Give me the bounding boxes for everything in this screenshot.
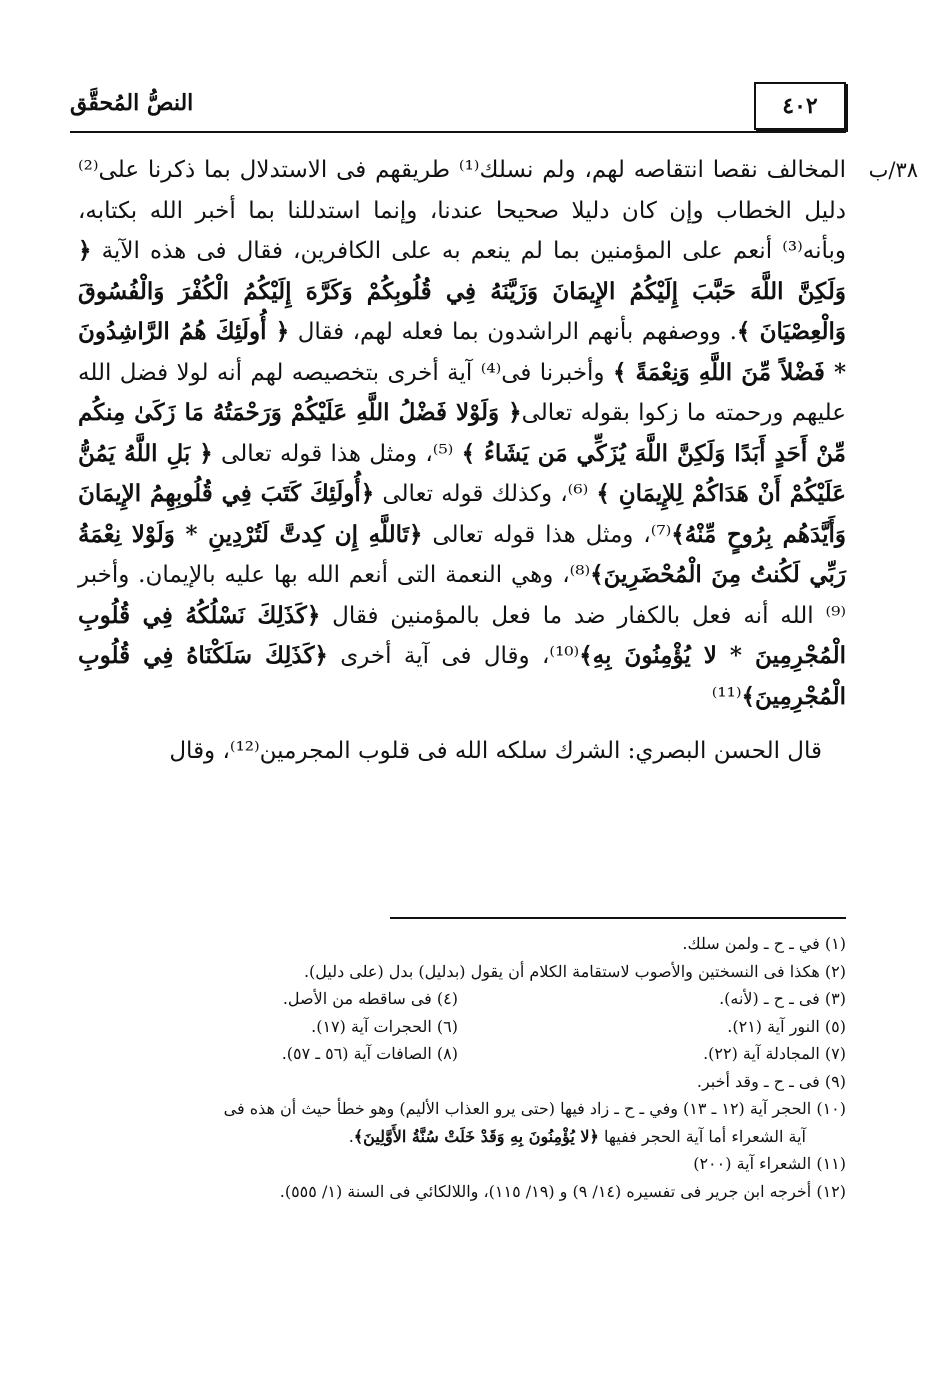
text-span: . bbox=[348, 1126, 354, 1146]
quran-verse: ﴿لا يُؤْمِنُونَ بِهِ وَقَدْ خَلَتْ سُنَّةُ الأَوَّلِينَ﴾ bbox=[353, 1126, 599, 1146]
header-rule bbox=[70, 131, 846, 133]
footnote-row bbox=[70, 1013, 846, 1041]
text-span: ⁽¹⁰⁾، وقال فى آية أخرى bbox=[327, 643, 580, 669]
footnote-9: (٩) فى ـ ح ـ وقد أخبر. bbox=[696, 1071, 846, 1091]
page-header bbox=[70, 82, 846, 130]
quran-verse: ﴿ أُولَئِكَ هُمُ الرَّاشِدُونَ * فَضْلاً مِّنَ اللَّهِ وَنِعْمَةً ﴾ bbox=[78, 318, 846, 386]
text-span: ⁽⁷⁾، ومثل هذا قوله تعالى bbox=[422, 521, 672, 548]
footnote-2: (٢) هكذا فى النسختين والأصوب لاستقامة الكلام أن يقول (بدليل) بدل (على دليل). bbox=[303, 961, 846, 981]
quran-verse: ﴿ وَلَوْلا فَضْلُ اللَّهِ عَلَيْكُمْ وَرَحْمَتُهُ مَا زَكَىٰ مِنكُم مِّنْ أَحَدٍ أَبَدًا وَلَكِنَّ اللَّهَ يُزَكِّي مَن يَشَاءُ ﴾ bbox=[78, 399, 846, 467]
footnote-5: (٥) النور آية (٢١). bbox=[727, 1016, 846, 1036]
text-span: وأخبرنا فى⁽⁴⁾ آية أخرى بتخصيصه لهم أنه لولا فضل الله عليهم ورحمته ما زكوا بقوله تعالى bbox=[78, 359, 846, 426]
footnote-8: (٨) الصافات آية (٥٦ ـ ٥٧). bbox=[281, 1044, 458, 1063]
footnote-rule bbox=[390, 917, 846, 919]
footnote-row bbox=[70, 985, 846, 1013]
text-span: . ووصفهم بأنهم الراشدون بما فعله لهم، فقال bbox=[289, 319, 737, 345]
text-span: ⁽⁶⁾، وكذلك قوله تعالى bbox=[374, 481, 597, 507]
quran-verse: ﴿كَذَلِكَ سَلَكْنَاهُ فِي قُلُوبِ الْمُجْرِمِينَ﴾ bbox=[78, 642, 846, 710]
text-span: ⁽⁸⁾، وهي النعمة التى أنعم الله بها عليه بالإيمان. وأخبر ⁽⁹⁾ الله أنه فعل بالكفار ضد ما فعل بالمؤمنين فقال bbox=[78, 562, 846, 629]
footnote-1: (١) في ـ ح ـ ولمن سلك. bbox=[682, 934, 846, 953]
text-span: المخالف نقصا انتقاصه لهم، ولم نسلك⁽¹⁾ طريقهم فى الاستدلال بما ذكرنا على⁽²⁾ دليل الخطاب وإن كان دليلا صحيحا عندنا، وإنما استدللنا بما أخبر الله بكتابه، وبأنه⁽³⁾ أنعم على المؤمنين بما لم ينعم به على الكافرين، فقال فى هذه الآية bbox=[78, 157, 846, 264]
text-span: ⁽¹¹⁾ bbox=[711, 683, 742, 710]
footnote-7: (٧) المجادلة آية (٢٢). bbox=[703, 1044, 846, 1063]
footnote-10 bbox=[70, 1095, 846, 1150]
quran-verse: ﴿أُولَئِكَ كَتَبَ فِي قُلُوبِهِمُ الإِيمَانَ وَأَيَّدَهُم بِرُوحٍ مِّنْهُ﴾ bbox=[78, 480, 846, 548]
footnote-6: (٦) الحجرات آية (١٧). bbox=[311, 1016, 458, 1036]
running-title: النصُّ المُحقَّق bbox=[70, 90, 194, 116]
footnote-12: (١٢) أخرجه ابن جرير فى تفسيره (١٤/ ٩) و (١٩/ ١١٥)، واللالكائي فى السنة (١/ ٥٥٥). bbox=[279, 1181, 846, 1201]
footnotes bbox=[70, 930, 846, 1205]
quran-verse: ﴿كَذَلِكَ نَسْلُكُهُ فِي قُلُوبِ الْمُجْرِمِينَ * لا يُؤْمِنُونَ بِهِ﴾ bbox=[78, 601, 846, 669]
quran-verse: ﴿تَاللَّهِ إِن كِدتَّ لَتُرْدِينِ * وَلَوْلا نِعْمَةُ رَبِّي لَكُنتُ مِنَ الْمُحْضَرِينَ﴾ bbox=[78, 520, 846, 588]
margin-folio-note: ٣٨/ب bbox=[868, 158, 918, 182]
footnote-10-line-2 bbox=[70, 1123, 846, 1151]
text-span: آية الشعراء أما آية الحجر ففيها bbox=[598, 1126, 806, 1146]
paragraph-2: قال الحسن البصري: الشرك سلكه الله فى قلوب المجرمين⁽¹²⁾، وقال bbox=[169, 738, 822, 764]
quran-verse: ﴿ بَلِ اللَّهُ يَمُنُّ عَلَيْكُمْ أَنْ هَدَاكُمْ لِلإِيمَانِ ﴾ bbox=[78, 439, 846, 507]
paragraph-1 bbox=[78, 150, 846, 717]
footnote-10-line-1: (١٠) الحجر آية (١٢ ـ ١٣) وفي ـ ح ـ زاد فيها (حتى يرو العذاب الأليم) وهو خطأ حيث أن هذه فى bbox=[223, 1099, 846, 1118]
footnote-4: (٤) فى ساقطه من الأصل. bbox=[282, 989, 458, 1008]
main-text bbox=[78, 150, 846, 772]
footnote-3: (٣) فى ـ ح ـ (لأنه). bbox=[719, 989, 846, 1008]
footnote-11: (١١) الشعراء آية (٢٠٠) bbox=[693, 1154, 846, 1173]
quran-verse: ﴿ وَلَكِنَّ اللَّهَ حَبَّبَ إِلَيْكُمُ الإِيمَانَ وَزَيَّنَهُ فِي قُلُوبِكُمْ وَكَرَّهَ إِلَيْكُمُ الْكُفْرَ وَالْفُسُوقَ وَالْعِصْيَانَ ﴾ bbox=[78, 237, 846, 345]
page-number: ٤٠٢ bbox=[754, 82, 846, 130]
footnote-row bbox=[70, 1040, 846, 1068]
text-span: ⁽⁵⁾، ومثل هذا قوله تعالى bbox=[212, 440, 462, 467]
